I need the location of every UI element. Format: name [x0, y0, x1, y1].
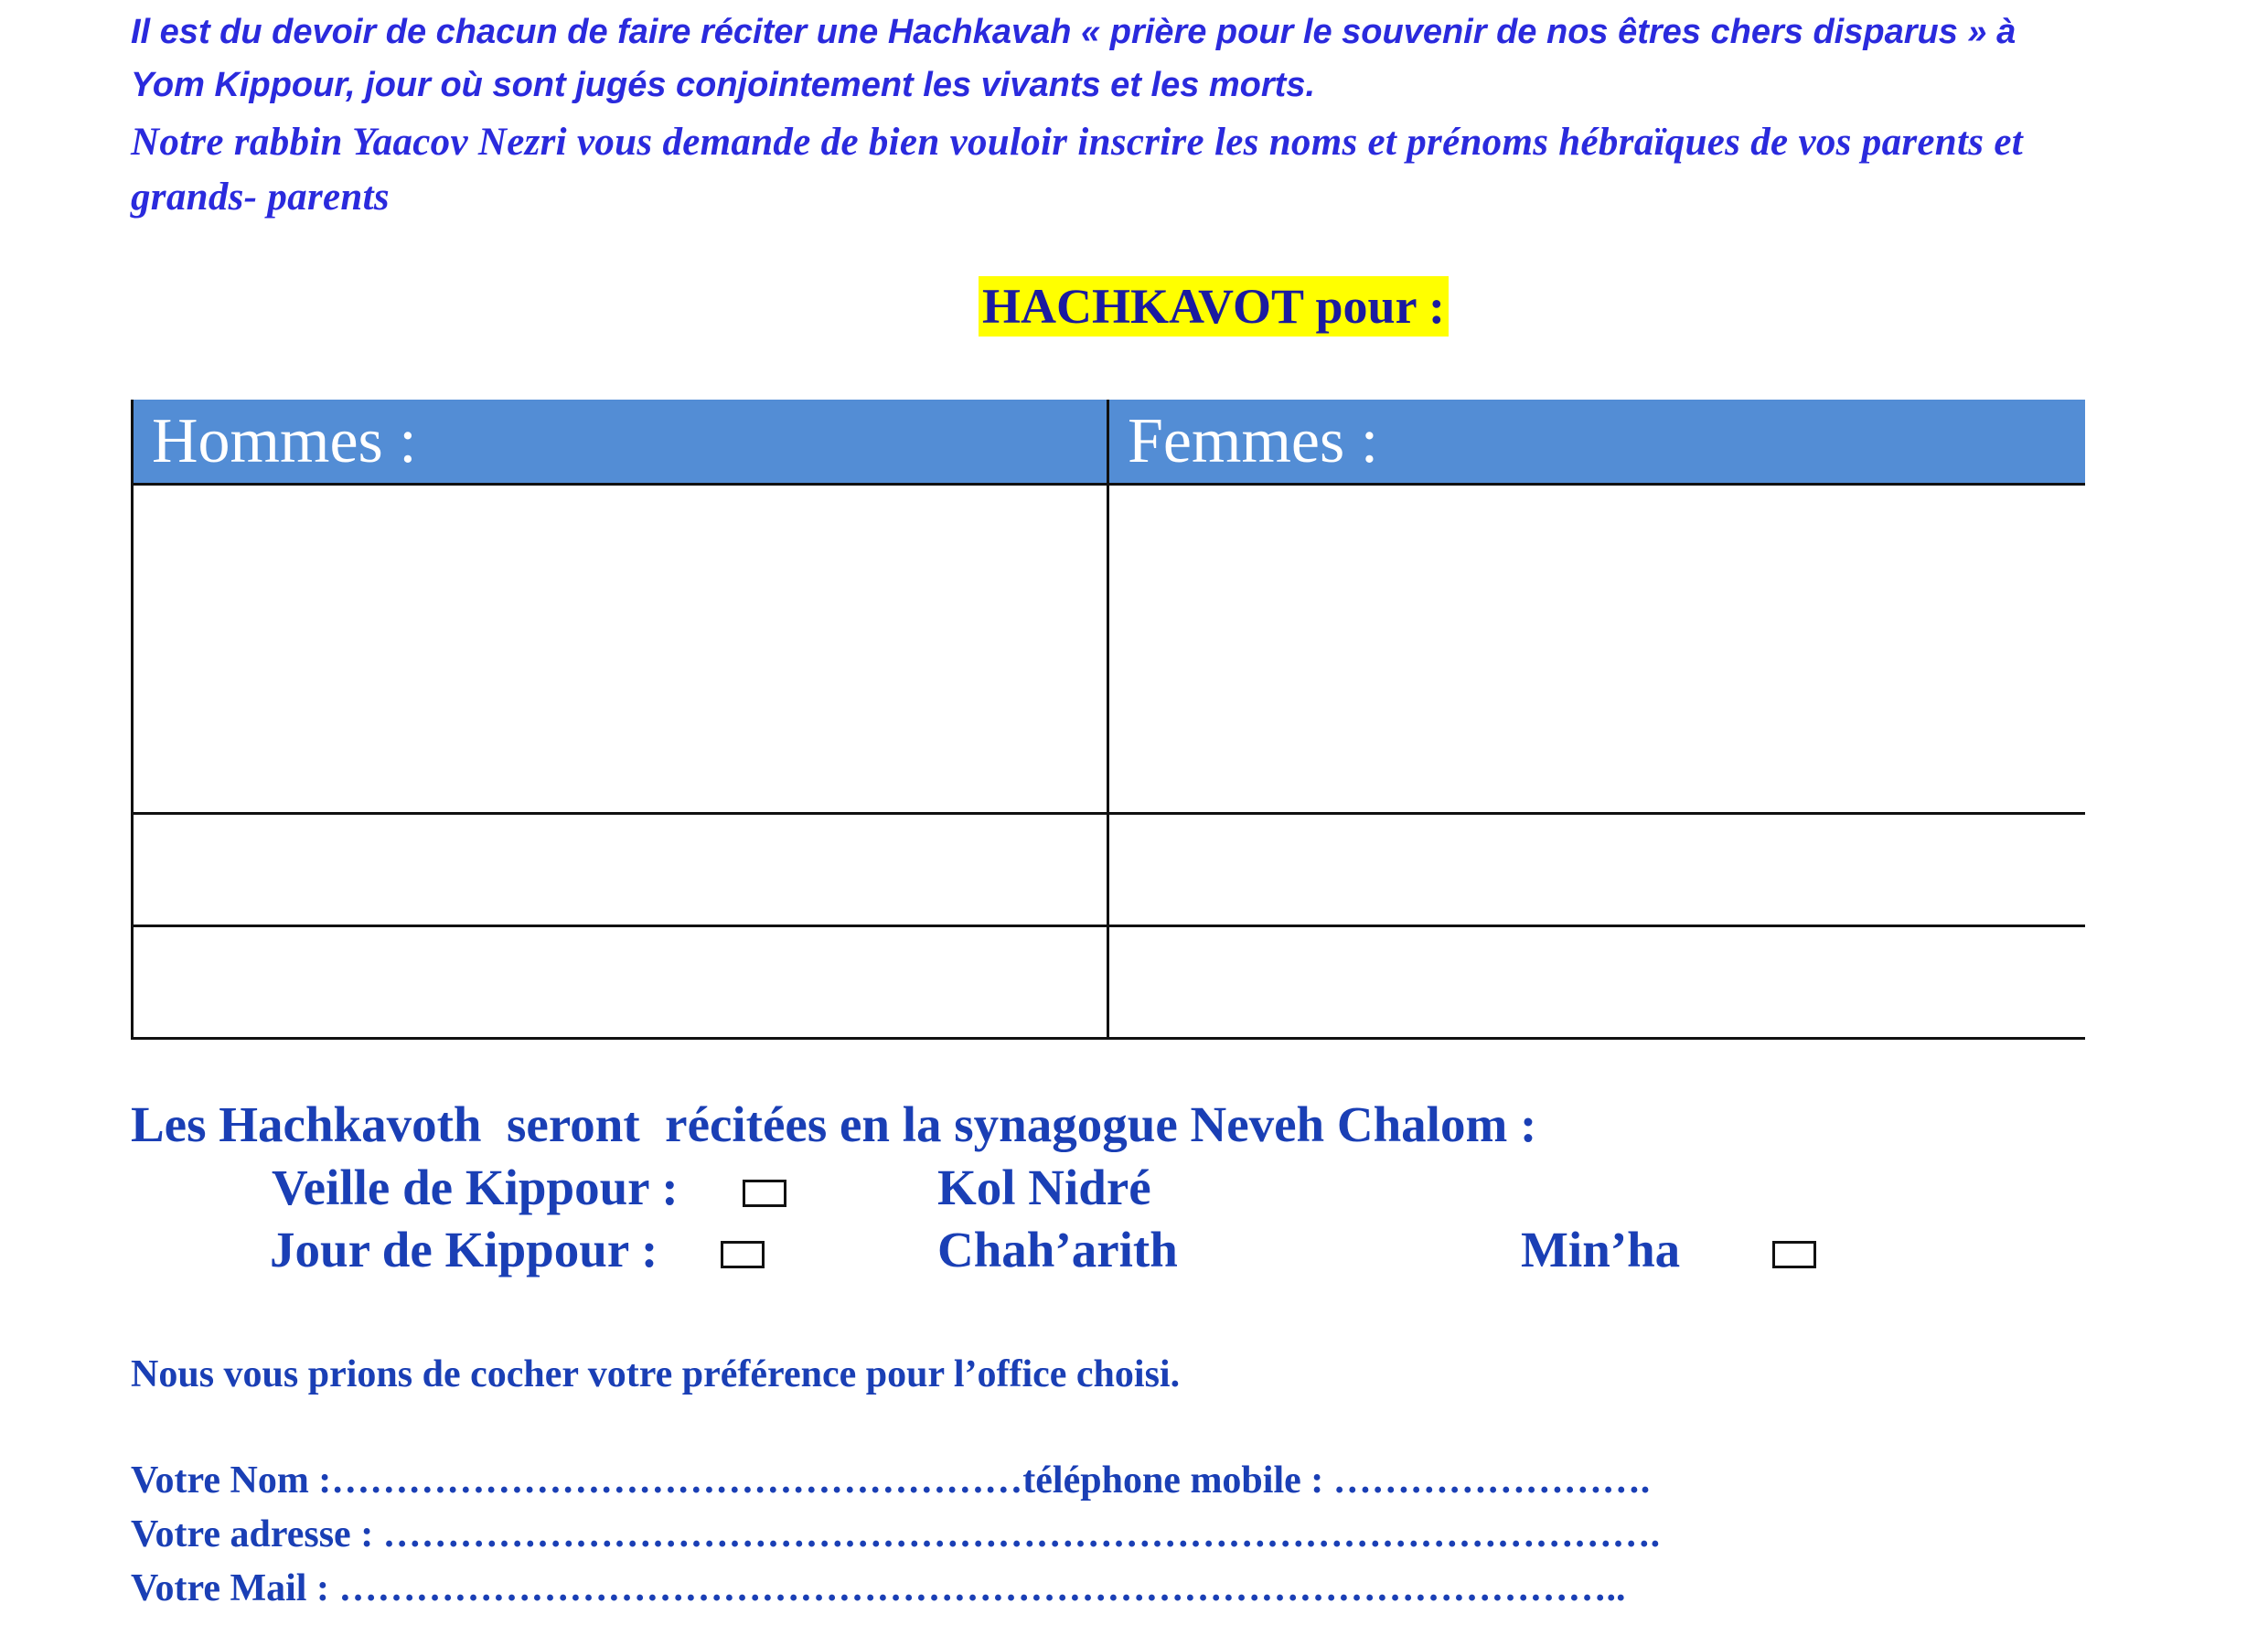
- intro-paragraph-1: Il est du devoir de chacun de faire réciter une Hachkavah « prière pour le souvenir de nos êtres chers disparus » à Yom Kippour, jour où sont jugés conjointement les vivants et les morts.: [131, 13, 2017, 104]
- chaharith-label: Chah’arith: [937, 1222, 1178, 1277]
- minha-checkbox[interactable]: [1772, 1241, 1816, 1268]
- intro-paragraph-2: Notre rabbin Yaacov Nezri vous demande de bien vouloir inscrire les noms et prénoms hébraïques de vos parents et grands- parents: [131, 121, 2023, 219]
- hommes-cell[interactable]: [133, 814, 1108, 926]
- jour-checkbox[interactable]: [721, 1241, 765, 1268]
- hommes-cell[interactable]: [133, 485, 1108, 814]
- table-row: [133, 926, 2085, 1039]
- veille-checkbox[interactable]: [743, 1180, 786, 1207]
- table-row: [133, 485, 2085, 814]
- jour-label: Jour de Kippour :: [270, 1222, 658, 1277]
- title-container: [979, 276, 1449, 337]
- header-femmes: Femmes :: [1108, 400, 2085, 485]
- hommes-cell[interactable]: [133, 926, 1108, 1039]
- preference-note: Nous vous prions de cocher votre préférence pour l’office choisi.: [131, 1353, 1181, 1395]
- page-title: HACHKAVOT pour :: [979, 276, 1449, 337]
- services-heading: Les Hachkavoth seront récitées en la synagogue Neveh Chalom :: [131, 1096, 1537, 1152]
- table-row: [133, 814, 2085, 926]
- femmes-cell[interactable]: [1108, 926, 2085, 1039]
- mail-field[interactable]: Votre Mail : ………………………………………………………………………………………..: [131, 1567, 1626, 1609]
- minha-label: Min’ha: [1521, 1222, 1681, 1277]
- header-hommes: Hommes :: [133, 400, 1108, 485]
- kol-nidre-label: Kol Nidré: [937, 1160, 1151, 1215]
- names-table: [131, 400, 2085, 1040]
- table-header-row: [133, 400, 2085, 485]
- veille-label: Veille de Kippour :: [272, 1160, 679, 1215]
- adresse-field[interactable]: Votre adresse : ……………………………………………………………………………………….: [131, 1513, 1661, 1555]
- femmes-cell[interactable]: [1108, 485, 2085, 814]
- nom-field[interactable]: Votre Nom :………………………………………………téléphone mobile : …………………….: [131, 1459, 1651, 1502]
- femmes-cell[interactable]: [1108, 814, 2085, 926]
